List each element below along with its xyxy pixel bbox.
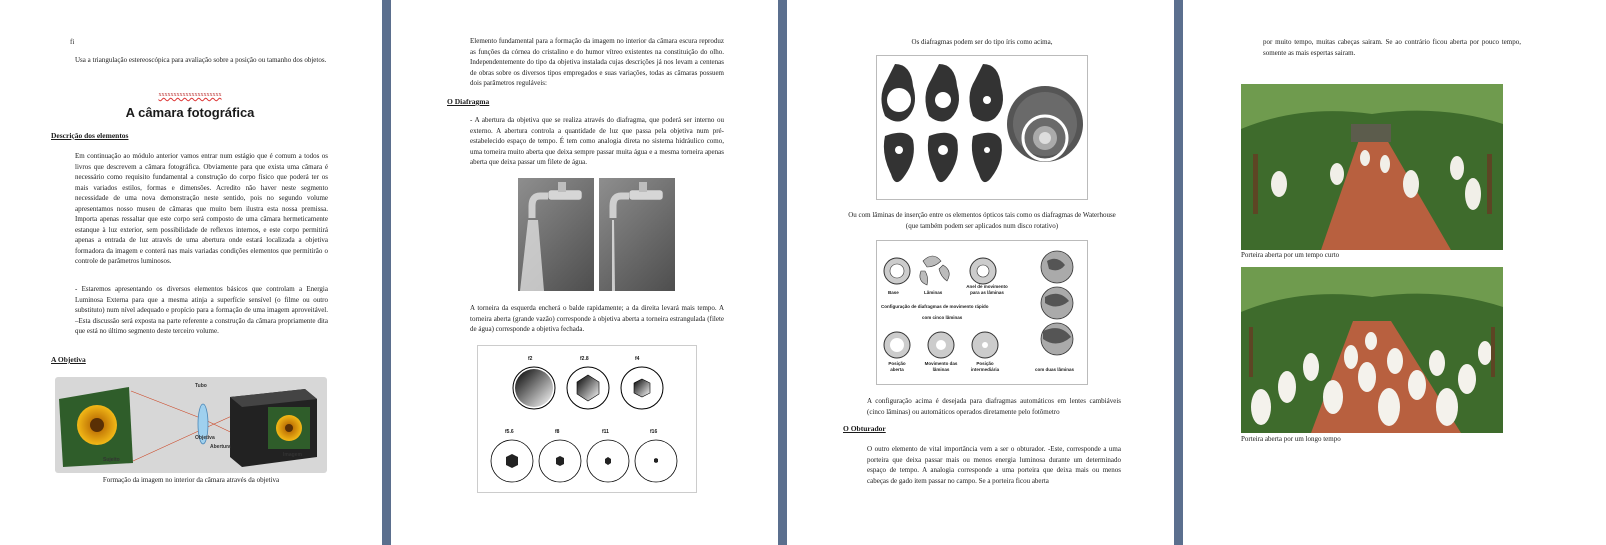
fig-label-imagem: Imagem (283, 452, 302, 458)
document-page-3 (787, 0, 1174, 545)
photo-caption: Porteira aberta por um tempo curto (1241, 251, 1340, 259)
body-paragraph: O outro elemento de vital importância vem a ser o obturador. -Este, corresponde a uma porteira que deixa passar mais ou menos energia luminosa durante um determinado espaço de tempo. A analogia corresponde a uma porteira que deixa mais ou menos cabeças de gado item passar no campo. Se a porteira ficou aberta (867, 445, 1121, 485)
document-page-2 (391, 0, 778, 545)
fig-label: Anel de movimento para as lâminas (966, 284, 1008, 295)
section-heading: O Diafragma (447, 97, 490, 106)
fig-label: Configuração de diafragmas de movimento rápido (881, 304, 989, 309)
fig-label: com cinco lâminas (922, 315, 963, 320)
fstop-label: f2 (528, 356, 533, 362)
fig-label-tubo: Tubo (195, 383, 207, 389)
fig-label: Movimento das lâminas (924, 361, 958, 372)
section-heading: Descrição dos elementos (51, 131, 129, 140)
page-title: A câmara fotográfica (125, 105, 255, 120)
cattle-long-exposure-photo (1241, 267, 1503, 433)
body-paragraph: - A abertura da objetiva que se realiza através do diafragma, que poderá ser interno ou externo. A abertura controla a quantidade de luz que passa pela objetiva num pré-estabelecido espaço de tempo. É tem como analogia direta no sistema hidráulico como, uma torneira muito aberta que deixa sempre passar muita água e a mesma torneira apenas aberta que deixa passar um filete de água. (470, 116, 724, 166)
fig-label: com duas lâminas (1035, 367, 1075, 372)
fig-label: Lâminas (924, 290, 943, 295)
fstop-label: f11 (602, 429, 609, 435)
body-paragraph: Os diafragmas podem ser do tipo íris como acima, (911, 38, 1053, 46)
fstop-label: f5.6 (505, 429, 514, 435)
fstop-label: f8 (555, 429, 560, 435)
body-paragraph: Em continuação ao módulo anterior vamos entrar num estágio que é comum a todos os livros que descrevem a câmara fotográfica. Obviamente para que exista uma câmara é necessário como requisito fundamental a construção do corpo físico que poderá ter os mais variados estilos, formas e dimensões. Acredito não haver neste segmento necessidade de uma nova demonstração neste sentido, pois no segundo volume apresentamos nosso museu de câmaras que muito bem ilustra esta nossa premissa. Importa apenas ressaltar que este corpo será composto de uma câmara hermeticamente estanque à luz exterior, sem possibilidade de reflexos internos, e este corpo permitirá apenas a entrada de luz através de uma abertura onde estará localizada a objetiva formadora da imagem e conterá nas mais variadas condições elementos que permitirão o controle de parâmetros luminosos. (75, 152, 328, 265)
fstop-label: f16 (650, 429, 658, 435)
fstop-label: f4 (635, 356, 640, 362)
fig-label: Base (888, 290, 899, 295)
page-mark: fi (70, 38, 75, 46)
body-paragraph: - Estaremos apresentando os diversos elementos básicos que controlam a Energia Luminosa Externa para que a mesma atinja a superfície sensível (o filme ou outro substituto) num nível adequado e propício para a formação de uma imagem aproveitável. –Esta discussão será exposta na parte referente a construção da câmara propriamente dita que está no último segmento deste terceiro volume. (75, 285, 328, 335)
body-paragraph: Elemento fundamental para a formação da imagem no interior da câmara escura reproduz as funções da córnea do cristalino e do humor vítreo existentes na constituição do olho. Independentemente do tipo da objetiva instalada cujas descrições já nos levam a centenas de obras sobre os diversos tipos empregados e suas variações, todas as câmaras possuem dois parâmetros reguláveis: (470, 37, 724, 87)
document-page-1 (0, 0, 382, 545)
section-heading: A Objetiva (51, 355, 86, 364)
page-gap (1174, 0, 1183, 545)
faucet-open-photo (518, 178, 594, 291)
divider-line: xxxxxxxxxxxxxxxxxxxxx (158, 92, 222, 98)
section-heading: O Obturador (843, 424, 886, 433)
body-paragraph: A configuração acima é desejada para diafragmas automáticos em lentes cambiáveis (cinco lâminas) ou automáticos operados diretamente pelo fotômetro (867, 397, 1121, 416)
body-paragraph: Ou com lâminas de inserção entre os elementos ópticos tais como os diafragmas de Waterhouse (que também podem ser aplicados num disco rotativo) (848, 211, 1116, 230)
page-gap (778, 0, 787, 545)
fig-label: Posição intermediária (970, 361, 1000, 372)
body-paragraph: A torneira da esquerda encherá o balde rapidamente; a da direita levará mais tempo. A torneira aberta (grande vazão) corresponde à objetiva aberta a torneira estrangulada (filete de água) corresponde a objetiva fechada. (470, 304, 724, 333)
fstop-label: f2.8 (580, 356, 589, 362)
fig-label: Posição aberta (888, 361, 906, 372)
fig-label-abertura: Abertura (210, 444, 231, 450)
fig-label-objetiva: Objetiva (195, 435, 215, 441)
iris-diaphragm-blades-figure (876, 55, 1088, 200)
cattle-short-exposure-photo (1241, 84, 1503, 250)
intro-paragraph: Usa a triangulação estereoscópica para avaliação sobre a posição ou tamanho dos objetos. (75, 56, 327, 64)
document-page-4 (1183, 0, 1606, 545)
body-paragraph: por muito tempo, muitas cabeças sairam. Se ao contrário ficou aberta por pouco tempo, somente as mais espertas sairam. (1263, 38, 1521, 57)
page-gap (382, 0, 391, 545)
aperture-stops-figure (477, 345, 697, 493)
faucet-trickle-photo (599, 178, 675, 291)
fig-label-sujeito: Sujeito (103, 457, 120, 463)
photo-caption: Porteira aberta por um longo tempo (1241, 435, 1341, 443)
figure-caption: Formação da imagem no interior da câmara através da objetiva (102, 476, 280, 484)
